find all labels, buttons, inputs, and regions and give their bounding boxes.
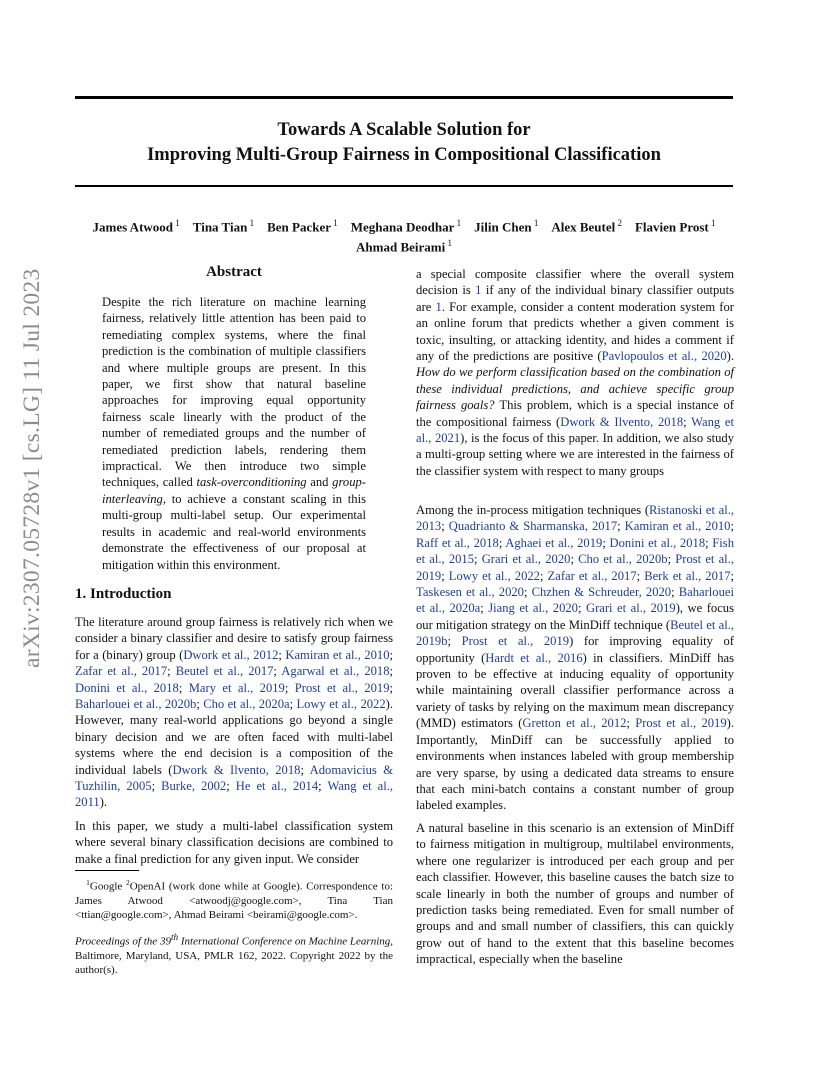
citation-link[interactable]: Burke, 2002 xyxy=(161,779,227,794)
citation-link[interactable]: Taskesen et al., 2020 xyxy=(416,585,524,600)
citation-link[interactable]: Cho et al., 2020b xyxy=(578,552,668,567)
author-affiliation: 2 xyxy=(615,218,622,228)
author-name: Flavien Prost xyxy=(634,219,709,235)
citation-link[interactable]: Donini et al., 2018 xyxy=(75,680,179,695)
citation-link[interactable]: Zafar et al., 2017 xyxy=(547,568,637,583)
abstract-part: , to achieve a constant scaling in this multi-group multi-label setup. Our experimental results in academic and real-world environments demonstrate the effectiveness of our proposal at mitigation within this environment. xyxy=(102,491,366,572)
paragraph-text: ; xyxy=(196,697,204,712)
author-name: Jilin Chen xyxy=(474,219,532,235)
citation-link[interactable]: Kamiran et al., 2010 xyxy=(285,647,390,662)
citation-link[interactable]: Beutel et al., 2019b xyxy=(416,617,734,649)
citation-link[interactable]: Wang et al., 2011 xyxy=(75,779,393,810)
abstract-emphasis: group-interleaving xyxy=(102,475,366,506)
paragraph-text: ) for improving equality of opportunity ( xyxy=(416,634,734,665)
paragraph-text: ; xyxy=(602,535,610,550)
footnote xyxy=(75,876,393,922)
paragraph-text: ; xyxy=(441,519,449,534)
citation-link[interactable]: Baharlouei et al., 2020a xyxy=(416,585,734,616)
paragraph-text: This problem, which is a special instance of the compositional fairness ( xyxy=(416,398,734,429)
right-paragraph-1 xyxy=(416,266,734,479)
proceedings-part: International Conference on Machine Learning xyxy=(178,935,391,948)
abstract-emphasis: task-overconditioning xyxy=(196,475,307,490)
paragraph-text: ; xyxy=(289,697,297,712)
author-name: Alex Beutel xyxy=(551,219,616,235)
title-line-2: Improving Multi-Group Fairness in Compositional Classification xyxy=(147,145,661,165)
paragraph-text: ; xyxy=(667,552,676,567)
author-affiliation: 1 xyxy=(454,218,462,228)
citation-link[interactable]: Agarwal et al., 2018 xyxy=(281,664,390,679)
right-paragraph-2 xyxy=(416,502,734,814)
citation-link[interactable]: Baharlouei et al., 2020b xyxy=(75,697,197,712)
citation-link[interactable]: Hardt et al., 2016 xyxy=(485,650,583,665)
author-affiliation: 1 xyxy=(247,218,255,228)
proceedings-sup: th xyxy=(170,932,179,942)
intro-paragraph-1 xyxy=(75,614,393,811)
paragraph-text: ; xyxy=(539,568,548,583)
paragraph-text: ; xyxy=(636,568,645,583)
paragraph-text: ), is the focus of this paper. In addition, we also study a multi-group setting where we are interested in the fairness of the classifier system with respect to many groups xyxy=(416,431,734,478)
paragraph-text: ; xyxy=(671,585,679,600)
paragraph-text: ; xyxy=(705,535,713,550)
citation-link[interactable]: Kamiran et al., 2010 xyxy=(624,519,731,534)
citation-link[interactable]: Grari et al., 2020 xyxy=(481,552,571,567)
paragraph-text: ; xyxy=(278,647,286,662)
paragraph-text: ; xyxy=(626,716,636,731)
paragraph-text: ). Importantly, MinDiff can be successfully applied to environments when instances labeled with group membership are very sparse, by using a dedicated data streams to ensure that each mini-batch contains a constant number of group labeled examples. xyxy=(416,716,734,813)
paper-title xyxy=(75,118,733,168)
paragraph-text: Among the in-process mitigation techniques ( xyxy=(416,503,650,517)
citation-link[interactable]: Cho et al., 2020a xyxy=(203,697,290,712)
author-name: Ahmad Beirami xyxy=(356,239,446,255)
citation-link[interactable]: Gretton et al., 2012 xyxy=(522,716,627,731)
paragraph-text: ; xyxy=(389,647,393,662)
section-heading-introduction: 1. Introduction xyxy=(75,586,172,602)
paragraph-text: ; xyxy=(167,664,176,679)
paragraph-text: ; xyxy=(151,779,162,794)
paragraph-text: ), we focus our mitigation strategy on the MinDiff technique ( xyxy=(416,601,734,632)
paragraph-text: ; xyxy=(226,779,236,794)
paragraph-text: ). xyxy=(99,795,108,810)
citation-link[interactable]: 1 xyxy=(475,283,482,298)
paragraph-text: . For example, consider a content moderation system for an online forum that predicts whether a given comment is toxic, insulting, or attacking identity, and hides a comment if any of the predictions are positive ( xyxy=(416,299,734,364)
abstract-text xyxy=(102,294,366,573)
citation-link[interactable]: Grari et al., 2019 xyxy=(585,601,676,616)
author-affiliation: 1 xyxy=(331,218,338,228)
citation-link[interactable]: Zafar et al., 2017 xyxy=(75,664,168,679)
paragraph-text: ; xyxy=(730,568,734,583)
paragraph-text: The literature around group fairness is relatively rich when we consider a binary classifier and desire to satisfy group fairness for a (binary) group ( xyxy=(75,615,393,662)
citation-link[interactable]: Prost et al., 2019 xyxy=(635,716,727,731)
paragraph-text: ; xyxy=(447,634,462,649)
citation-link[interactable]: Prost et al., 2019 xyxy=(294,680,390,695)
title-top-rule xyxy=(75,96,733,99)
paragraph-text: ; xyxy=(523,585,532,600)
footnote-rule xyxy=(75,870,139,871)
paragraph-text: ; xyxy=(683,414,692,429)
author-affiliation: 1 xyxy=(173,218,180,228)
paragraph-text: ; xyxy=(730,519,734,534)
abstract-heading: Abstract xyxy=(206,264,262,280)
paragraph-text: ; xyxy=(178,680,189,695)
citation-link[interactable]: Dwork et al., 2012 xyxy=(183,647,279,662)
citation-link[interactable]: Lowy et al., 2022 xyxy=(448,568,540,583)
abstract-part: Despite the rich literature on machine learning fairness, relatively little attention has been paid to remediating complex systems, where the final prediction is the combination of multiple classifiers and where multiple groups are present. In this paper, we first show that natural baseline approaches for improving equal opportunity fairness scale linearly with the product of the number of remediated groups and the number of remediated prediction labels, rendering them impractical. We then introduce two simple techniques, called xyxy=(102,295,366,490)
citation-link[interactable]: He et al., 2014 xyxy=(235,779,319,794)
title-line-1: Towards A Scalable Solution for xyxy=(277,120,531,140)
citation-link[interactable]: Dwork & Ilvento, 2018 xyxy=(560,414,684,429)
citation-link[interactable]: Dwork & Ilvento, 2018 xyxy=(172,762,301,777)
citation-link[interactable]: Pavlopoulos et al., 2020 xyxy=(601,349,727,364)
footnote-part: Google xyxy=(89,880,126,893)
paragraph-text: a special composite classifier where the overall system decision is xyxy=(416,267,734,298)
footnote-sup: 1 xyxy=(86,878,90,887)
paragraph-text: ; xyxy=(389,664,394,679)
paragraph-text: ) in classifiers. MinDiff has proven to be effective at inducing equality of opportunity while maintaining overall classifier performance across a variety of tasks by relying on the maximum mean discrepancy (MMD) estimators ( xyxy=(416,650,734,731)
author-affiliation: 1 xyxy=(445,238,452,249)
citation-link[interactable]: Ristanoski et al., 2013 xyxy=(416,503,734,534)
citation-link[interactable]: Adomavicius & Tuzhilin, 2005 xyxy=(75,762,394,794)
paragraph-text: ; xyxy=(498,535,506,550)
intro-paragraph-2: In this paper, we study a multi-label classification system where several binary classification decisions are combined to make a final prediction for any given input. We consider xyxy=(75,819,393,866)
title-bottom-rule xyxy=(75,185,733,187)
citation-link[interactable]: Mary et al., 2019 xyxy=(188,680,285,695)
footnote-sup: 2 xyxy=(125,878,130,887)
emphasis-text: How do we perform classification based on the combination of these individual predictions, and achieve specific group fairness goals? xyxy=(416,365,734,413)
citation-link[interactable]: Prost et al., 2019 xyxy=(416,552,734,583)
citation-link[interactable]: Donini et al., 2018 xyxy=(609,535,706,550)
paragraph-text: ; xyxy=(273,664,282,679)
paragraph-text: ). xyxy=(726,349,734,364)
paragraph-text: ; xyxy=(617,519,625,534)
citation-link[interactable]: 1 xyxy=(435,299,442,314)
citation-link[interactable]: Chzhen & Schreuder, 2020 xyxy=(531,585,672,600)
paragraph-text: if any of the individual binary classifier outputs are xyxy=(416,283,734,314)
proceedings-part: Proceedings of the 39 xyxy=(75,935,171,948)
author-affiliation: 1 xyxy=(531,218,539,228)
paragraph-text: ). However, many real-world applications go beyond a single binary decision and we are often faced with multi-label systems where the end decision is a composition of the individual labels ( xyxy=(75,697,393,777)
proceedings-note xyxy=(75,930,393,977)
paragraph-text: ; xyxy=(441,568,449,583)
author-affiliation: 1 xyxy=(708,218,716,228)
author-list xyxy=(75,215,733,256)
paragraph-text: ; xyxy=(389,680,394,695)
author-name: Tina Tian xyxy=(192,219,248,235)
citation-link[interactable]: Jiang et al., 2020 xyxy=(488,601,578,616)
author-name: Ben Packer xyxy=(267,219,331,235)
citation-link[interactable]: Raff et al., 2018 xyxy=(416,535,499,550)
footnote-part: OpenAI (work done while at Google). Correspondence to: James Atwood <atwoodj@google.com>, Tina Tian <ttian@google.com>, Ahmad Beirami <beirami@google.com>. xyxy=(75,880,394,921)
paragraph-text: ; xyxy=(474,552,482,567)
citation-link[interactable]: Beutel et al., 2017 xyxy=(175,664,274,679)
abstract-part: and xyxy=(306,475,333,490)
citation-link[interactable]: Aghaei et al., 2019 xyxy=(505,535,603,550)
paragraph-text: ; xyxy=(570,552,579,567)
citation-link[interactable]: Lowy et al., 2022 xyxy=(296,697,386,712)
citation-link[interactable]: Quadrianto & Sharmanska, 2017 xyxy=(448,519,618,534)
author-name: James Atwood xyxy=(92,219,174,235)
citation-link[interactable]: Prost et al., 2019 xyxy=(461,634,570,649)
paragraph-text: ; xyxy=(284,680,295,695)
citation-link[interactable]: Berk et al., 2017 xyxy=(644,568,731,583)
paragraph-text: ; xyxy=(300,762,310,777)
proceedings-part: , Baltimore, Maryland, USA, PMLR 162, 2022. Copyright 2022 by the author(s). xyxy=(75,935,393,976)
author-name: Meghana Deodhar xyxy=(350,219,455,235)
right-paragraph-3: A natural baseline in this scenario is an extension of MinDiff to fairness mitigation in multigroup, multilabel environments, where one regularizer is introduced per each group and per each classifier. However, this baseline causes the batch size to scale linearly in both the number of groups and number of prediction tasks being remediated. Even for small number of groups and and small number of classifiers, this can quickly grow out of hand to the extent that this baseline becomes impractical, especially when the baseline xyxy=(416,821,734,967)
paragraph-text: ; xyxy=(318,779,328,794)
citation-link[interactable]: Wang et al., 2021 xyxy=(416,414,734,446)
arxiv-stamp: arXiv:2307.05728v1 [cs.LG] 11 Jul 2023 xyxy=(19,268,45,668)
paragraph-text: ; xyxy=(577,601,586,616)
citation-link[interactable]: Fish et al., 2015 xyxy=(416,535,734,567)
paragraph-text: ; xyxy=(480,601,489,616)
